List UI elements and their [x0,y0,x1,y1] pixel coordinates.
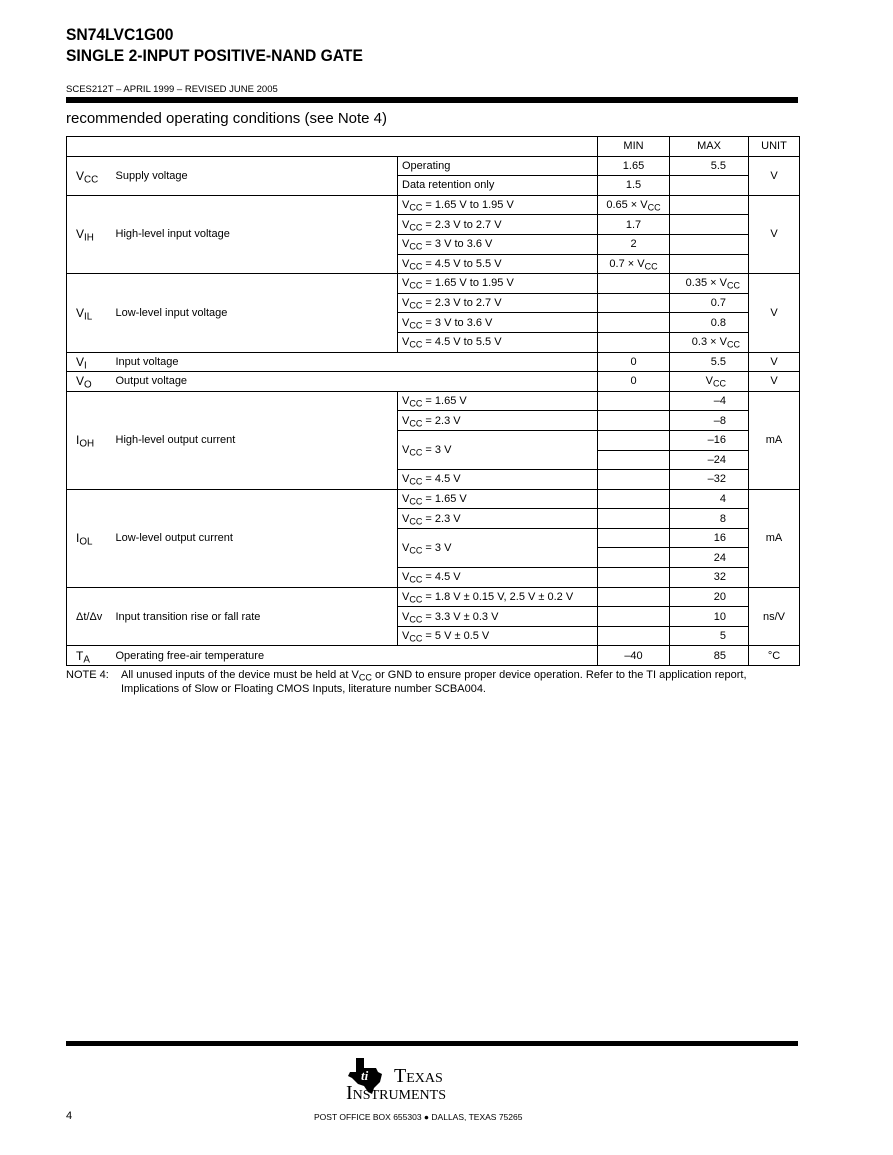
unit: V [749,156,800,195]
max-value: 20 [670,587,749,607]
max-value: 0.7 [670,293,749,313]
header-min: MIN [598,137,670,157]
param-symbol: $I_{OL}$ [67,489,112,587]
header-max: MAX [670,137,749,157]
condition: $V_{CC} = 2.3$ V [398,411,598,431]
max-value: $0.3 \times V_{CC}$ [670,332,749,352]
note-text: All unused inputs of the device must be held at $V_{CC}$ or GND to ensure proper device operation. Refer to the TI application report, Implications of Slow or Floating CMOS Inputs, literature number SCBA004. [121,669,747,695]
header-rule [66,97,798,103]
part-number: SN74LVC1G00 [66,25,174,44]
condition: $V_{CC} = 2.3$ V to 2.7 V [398,215,598,235]
min-value: 1.5 [598,176,670,196]
max-value: 5 [670,626,749,646]
condition: $V_{CC} = 3$ V to 3.6 V [398,313,598,333]
min-value: –40 [598,646,670,666]
condition: $V_{CC} = 2.3$ V to 2.7 V [398,293,598,313]
param-description: Operating free-air temperature [112,646,598,666]
condition: Operating [398,156,598,176]
table-row [67,587,800,607]
condition: $V_{CC} = 4.5$ V to 5.5 V [398,254,598,274]
device-title: SINGLE 2-INPUT POSITIVE-NAND GATE [66,46,363,65]
max-value: 16 [670,528,749,548]
param-description: High-level input voltage [112,195,398,273]
param-symbol: Δt/Δv [67,587,112,646]
condition: $V_{CC} = 3$ V [398,430,598,469]
table-header-row [67,137,800,157]
ti-logo [346,1054,506,1106]
param-description: Supply voltage [112,156,398,195]
param-symbol: $T_A$ [67,646,112,666]
page-number: 4 [66,1110,73,1122]
max-value: 10 [670,607,749,627]
table-row [67,156,800,176]
unit: V [749,352,800,372]
condition: $V_{CC} = 1.65$ V [398,489,598,509]
logo-line-texas: Texas [394,1065,443,1087]
condition: $V_{CC} = 5$ V ± 0.5 V [398,626,598,646]
condition: Data retention only [398,176,598,196]
table-row [67,391,800,411]
max-value: $V_{CC}$ [670,372,749,392]
min-value: $0.65 \times V_{CC}$ [598,195,670,215]
max-value: –24 [670,450,749,470]
logo-line-instruments: Instruments [346,1082,447,1104]
condition: $V_{CC} = 1.65$ V to 1.95 V [398,274,598,294]
max-value: 4 [670,489,749,509]
operating-conditions-table [66,136,800,666]
min-value: 0 [598,372,670,392]
table-row [67,352,800,372]
param-description: Low-level input voltage [112,274,398,352]
unit: V [749,274,800,352]
condition: $V_{CC} = 3$ V [398,528,598,567]
condition: $V_{CC} = 4.5$ V [398,470,598,490]
condition: $V_{CC} = 1.65$ V [398,391,598,411]
max-value: 5.5 [670,156,749,176]
max-value: –32 [670,470,749,490]
param-symbol: $V_{CC}$ [67,156,112,195]
min-value: 1.7 [598,215,670,235]
table-row [67,372,800,392]
table-row [67,489,800,509]
param-description: Input transition rise or fall rate [112,587,398,646]
param-description: High-level output current [112,391,398,489]
condition: $V_{CC} = 3.3$ V ± 0.3 V [398,607,598,627]
max-value: 8 [670,509,749,529]
max-value: –8 [670,411,749,431]
param-symbol: $I_{OH}$ [67,391,112,489]
min-value: 2 [598,234,670,254]
param-symbol: $V_O$ [67,372,112,392]
table-row [67,274,800,294]
unit: V [749,195,800,273]
table-row [67,646,800,666]
footer-rule [66,1041,798,1046]
condition: $V_{CC} = 1.65$ V to 1.95 V [398,195,598,215]
condition: $V_{CC} = 1.8$ V ± 0.15 V, 2.5 V ± 0.2 V [398,587,598,607]
min-value: 1.65 [598,156,670,176]
max-value: –4 [670,391,749,411]
param-description: Input voltage [112,352,598,372]
param-symbol: $V_{IL}$ [67,274,112,352]
footer-address: POST OFFICE BOX 655303 ● DALLAS, TEXAS 75265 [314,1112,523,1122]
header-unit: UNIT [749,137,800,157]
param-symbol: $V_I$ [67,352,112,372]
note-label: NOTE 4: [66,669,109,681]
min-value: $0.7 \times V_{CC}$ [598,254,670,274]
param-symbol: $V_{IH}$ [67,195,112,273]
footnote [66,668,798,696]
doc-info: SCES212T – APRIL 1999 – REVISED JUNE 2005 [66,84,278,95]
min-value: 0 [598,352,670,372]
unit: ns/V [749,587,800,646]
param-description: Low-level output current [112,489,398,587]
max-value: 85 [670,646,749,666]
max-value: –16 [670,430,749,450]
max-value: 5.5 [670,352,749,372]
max-value: $0.35 \times V_{CC}$ [670,274,749,294]
unit: °C [749,646,800,666]
param-description: Output voltage [112,372,598,392]
condition: $V_{CC} = 2.3$ V [398,509,598,529]
unit: V [749,372,800,392]
max-value: 24 [670,548,749,568]
max-value: 0.8 [670,313,749,333]
section-title: recommended operating conditions (see Note 4) [66,110,388,127]
max-value: 32 [670,568,749,588]
svg-text:ti: ti [361,1068,369,1083]
unit: mA [749,391,800,489]
condition: $V_{CC} = 4.5$ V to 5.5 V [398,332,598,352]
unit: mA [749,489,800,587]
condition: $V_{CC} = 4.5$ V [398,568,598,588]
condition: $V_{CC} = 3$ V to 3.6 V [398,234,598,254]
document-header [66,24,363,66]
table-row [67,195,800,215]
